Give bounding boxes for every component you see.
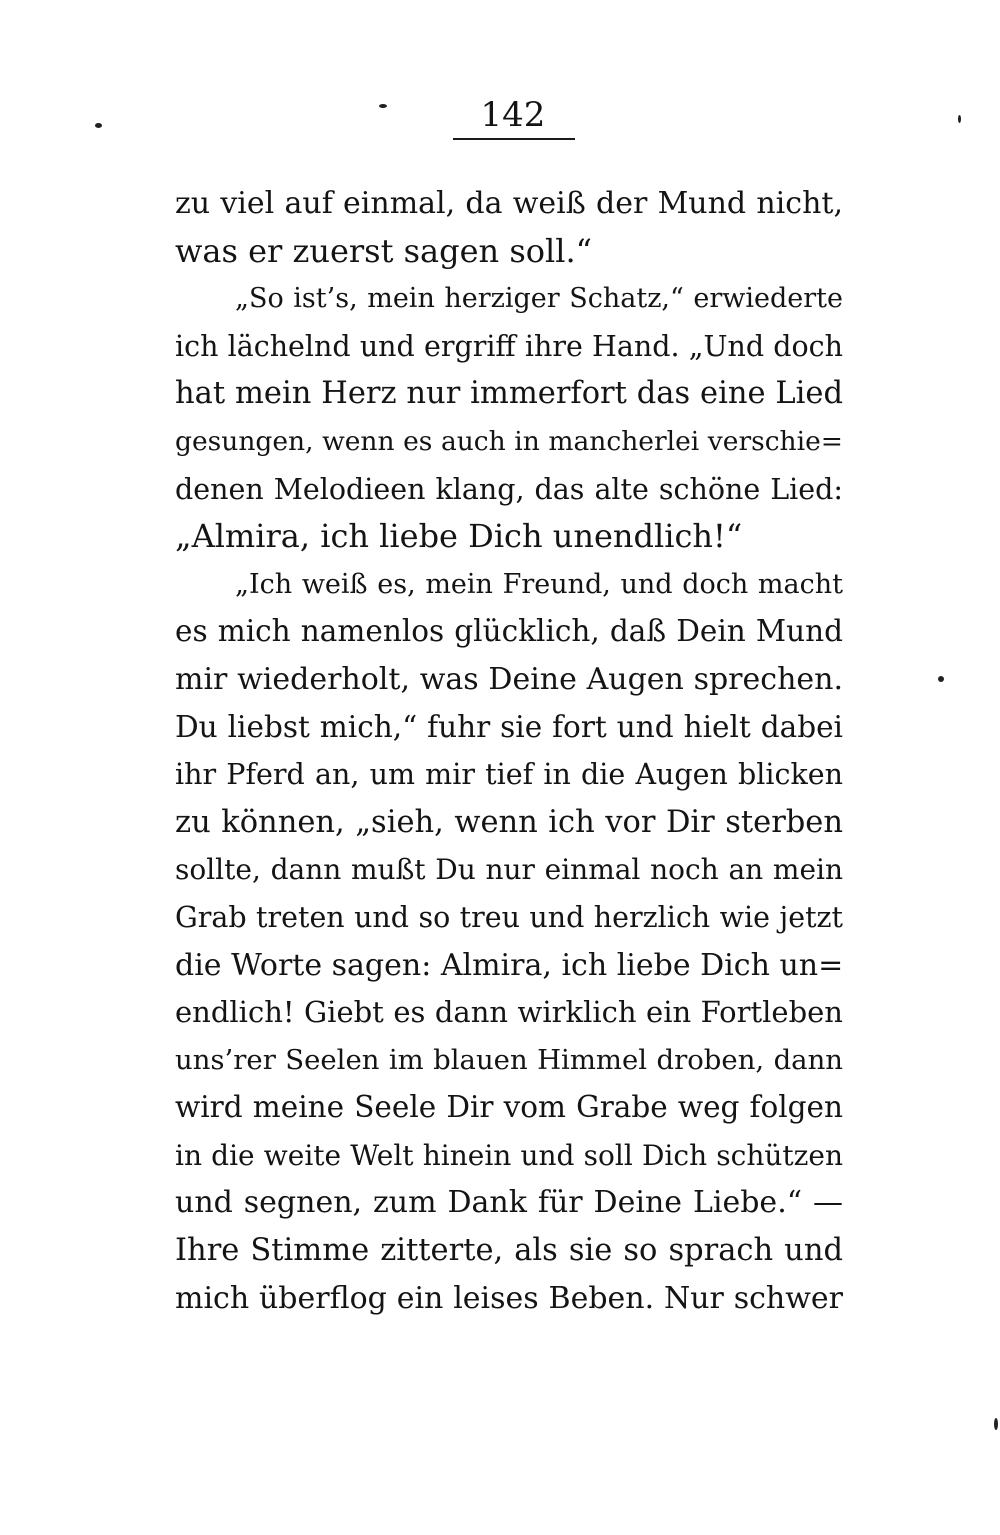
text-line: es mich namenlos glücklich, daß Dein Mund (175, 614, 843, 649)
scan-speck (95, 123, 102, 128)
text-line: zu viel auf einmal, da weiß der Mund nicht, (175, 186, 843, 221)
text-line: mich überflog ein leises Beben. Nur schwer (175, 1280, 843, 1316)
text-line: ihr Pferd an, um mir tief in die Augen blicken (175, 758, 843, 792)
text-line: die Worte sagen: Almira, ich liebe Dich un= (175, 947, 843, 983)
text-line: hat mein Herz nur immerfort das eine Lied (175, 376, 843, 412)
text-line: gesungen, wenn es auch in mancherlei verschie= (175, 425, 843, 457)
header-rule (453, 138, 575, 140)
text-line: mir wiederholt, was Deine Augen sprechen. (175, 661, 843, 697)
text-line: denen Melodieen klang, das alte schöne Lied: (175, 472, 843, 506)
text-line: ich lächelnd und ergriff ihre Hand. „Und doch (175, 329, 843, 363)
page-number: 142 (480, 95, 546, 135)
text-line: uns’rer Seelen im blauen Himmel droben, dann (175, 1043, 843, 1076)
text-line: „So ist’s, mein herziger Schatz,“ erwiederte (235, 283, 843, 315)
scan-speck (379, 104, 387, 108)
text-line: endlich! Giebt es dann wirklich ein Fortleben (175, 995, 843, 1030)
text-line: „Ich weiß es, mein Freund, und doch macht (235, 568, 843, 600)
text-line: wird meine Seele Dir vom Grabe weg folgen (175, 1090, 843, 1125)
text-line: Ihre Stimme zitterte, als sie so sprach und (175, 1233, 843, 1269)
scan-speck (938, 676, 944, 682)
text-line: Du liebst mich,“ fuhr sie fort und hielt dabei (175, 709, 843, 744)
text-line: Grab treten und so treu und herzlich wie jetzt (175, 900, 843, 934)
scan-speck (994, 1418, 998, 1430)
text-line: in die weite Welt hinein und soll Dich schützen (175, 1138, 843, 1172)
body-text (175, 180, 843, 1322)
text-line: und segnen, zum Dank für Deine Liebe.“ — (175, 1185, 843, 1221)
scan-speck (958, 115, 961, 123)
text-line: zu können, „sieh, wenn ich vor Dir sterben (175, 804, 843, 840)
text-line: sollte, dann mußt Du nur einmal noch an mein (175, 853, 843, 887)
text-line: „Almira, ich liebe Dich unendlich!“ (175, 517, 743, 556)
text-line: was er zuerst sagen soll.“ (175, 231, 593, 270)
